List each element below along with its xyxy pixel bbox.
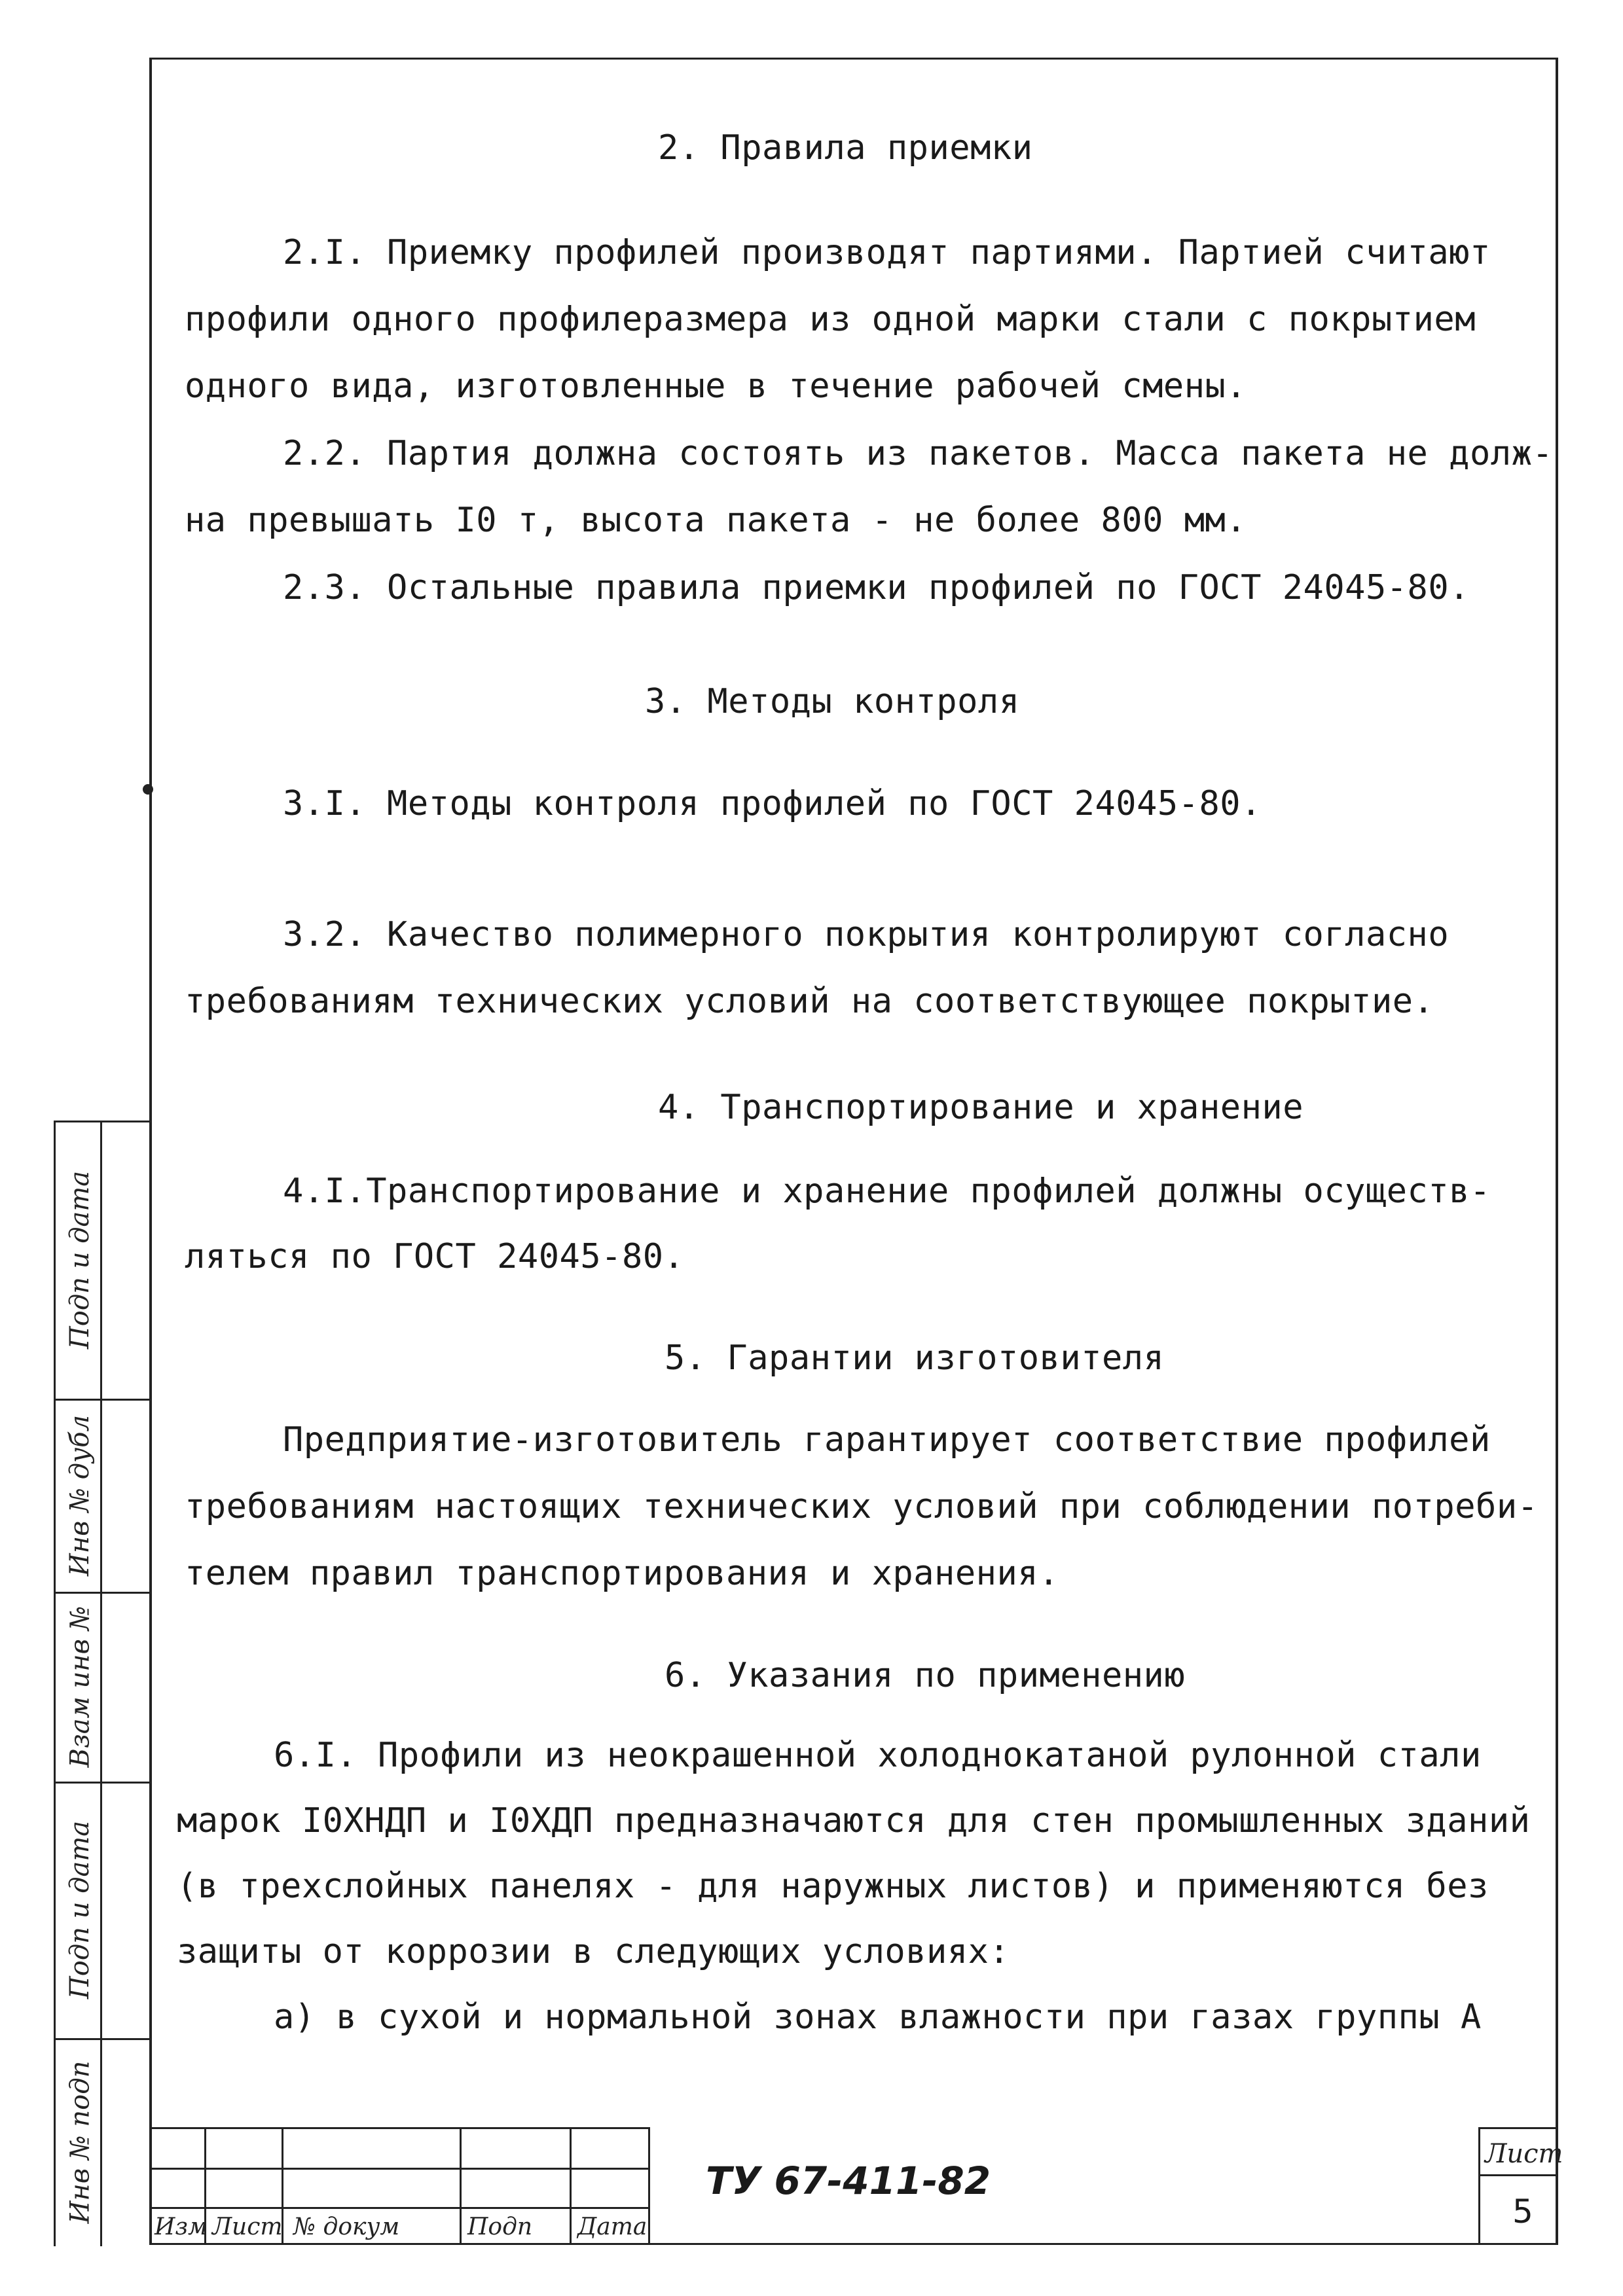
paragraph-line: на превышать I0 т, высота пакета - не более 800 мм.: [185, 501, 1247, 540]
paragraph-line: одного вида, изготовленные в течение рабочей смены.: [185, 367, 1247, 406]
binding-mark: [143, 784, 153, 795]
paragraph-line: 2.3. Остальные правила приемки профилей по ГОСТ 24045-80.: [283, 568, 1470, 607]
paragraph-line: марок I0ХНДП и I0ХДП предназначаются для стен промышленных зданий: [177, 1801, 1531, 1840]
tb-col-sheet: Лист: [212, 2214, 283, 2240]
section-heading: 5. Гарантии изготовителя: [665, 1338, 1165, 1378]
paragraph-line: требованиям настоящих технических условий при соблюдении потреби-: [185, 1487, 1539, 1526]
paragraph-line: 6.I. Профили из неокрашенной холоднокатаной рулонной стали: [274, 1736, 1482, 1775]
tb-line: [1478, 2174, 1558, 2176]
paragraph-line: 4.I.Транспортирование и хранение профилей должны осуществ-: [283, 1172, 1491, 1211]
paragraph-line: 3.2. Качество полимерного покрытия контролируют согласно: [283, 915, 1450, 954]
tb-line: [149, 2168, 648, 2170]
margin-label-sign-date: Подп и дата: [65, 1170, 95, 1349]
paragraph-line: (в трехслойных панелях - для наружных листов) и применяются без: [177, 1867, 1489, 1906]
paragraph-line: профили одного профилеразмера из одной марки стали с покрытием: [185, 300, 1476, 339]
tb-line: [570, 2127, 572, 2245]
margin-label-replace-inv: Взам инв №: [65, 1605, 95, 1768]
paragraph-line: 3.I. Методы контроля профилей по ГОСТ 24045-80.: [283, 784, 1262, 823]
section-heading: 3. Методы контроля: [645, 682, 1020, 721]
section-heading: 4. Транспортирование и хранение: [658, 1088, 1304, 1127]
document-code: ТУ 67-411-82: [706, 2159, 991, 2203]
tb-line: [460, 2127, 462, 2245]
paragraph-line: требованиям технических условий на соответствующее покрытие.: [185, 982, 1434, 1021]
paragraph-line: телем правил транспортирования и хранения.: [185, 1554, 1059, 1593]
tb-col-doc-no: № докум: [293, 2214, 400, 2240]
margin-label-sign-date-2: Подп и дата: [65, 1820, 95, 2000]
sheet-label: Лист: [1485, 2139, 1563, 2169]
tb-line: [1478, 2127, 1480, 2245]
paragraph-line: защиты от коррозии в следующих условиях:: [177, 1932, 1010, 1971]
tb-line: [1478, 2127, 1558, 2129]
margin-stamp-column: [54, 1121, 151, 2246]
paragraph-line: 2.I. Приемку профилей производят партиями. Партией считают: [283, 233, 1491, 272]
paragraph-line: ляться по ГОСТ 24045-80.: [185, 1237, 685, 1276]
tb-col-signature: Подп: [467, 2214, 533, 2240]
section-heading: 6. Указания по применению: [665, 1656, 1186, 1695]
section-heading: 2. Правила приемки: [658, 128, 1033, 168]
sheet-number: 5: [1512, 2193, 1533, 2231]
tb-col-date: Дата: [577, 2214, 647, 2240]
tb-line: [149, 2207, 648, 2209]
tb-col-change: Изм: [155, 2214, 208, 2240]
margin-divider: [100, 1121, 102, 2246]
margin-label-orig-inv: Инв № подп: [65, 2060, 95, 2224]
margin-label-dup-inv: Инв № дубл: [65, 1414, 96, 1576]
paragraph-line: а) в сухой и нормальной зонах влажности при газах группы А: [274, 1998, 1482, 2037]
tb-line: [149, 2127, 648, 2129]
tb-line: [648, 2127, 650, 2245]
title-block: [149, 2127, 1563, 2245]
paragraph-line: 2.2. Партия должна состоять из пакетов. Масса пакета не долж-: [283, 434, 1554, 473]
paragraph-line: Предприятие-изготовитель гарантирует соответствие профилей: [283, 1420, 1491, 1460]
